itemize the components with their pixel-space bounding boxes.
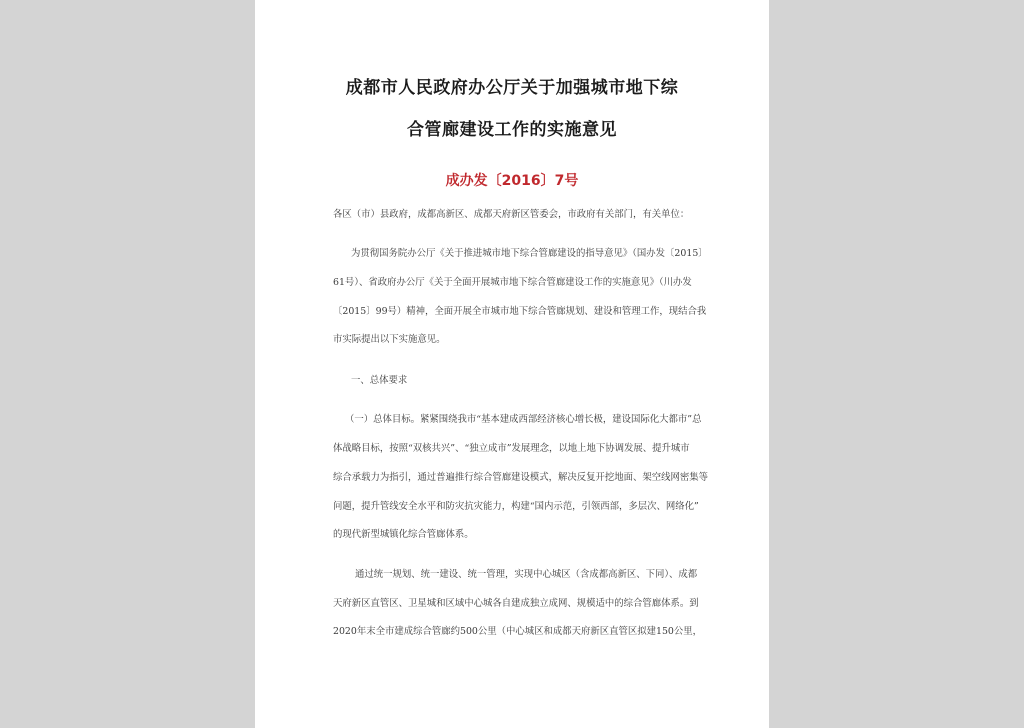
document-number: 成办发〔2016〕7号 [445, 173, 579, 189]
paragraph-line: 天府新区直管区、卫星城和区域中心城各自建成独立成网、规模适中的综合管廊体系。到 [333, 598, 699, 609]
paragraph-line: 体战略目标，按照“双核共兴”、“独立成市”发展理念，以地上地下协调发展、提升城市 [333, 443, 690, 454]
document-title-line-2: 合管廊建设工作的实施意见 [407, 120, 617, 140]
paragraph-line: 通过统一规划、统一建设、统一管理，实现中心城区（含成都高新区、下同）、成都 [355, 569, 698, 580]
paragraph-line: 问题，提升管线安全水平和防灾抗灾能力，构建“国内示范，引领西部，多层次、网络化” [333, 501, 699, 512]
paragraph-line: 2020年末全市建成综合管廊约500公里（中心城区和成都天府新区直管区拟建150公里， [333, 626, 703, 637]
paragraph-line: （一）总体目标。紧紧围绕我市“基本建成西部经济核心增长极，建设国际化大都市”总 [345, 414, 702, 425]
paragraph-line: 综合承载力为指引，通过普遍推行综合管廊建设模式，解决反复开挖地面、架空线网密集等 [333, 472, 709, 483]
paragraph-line: 〔2015〕99号）精神，全面开展全市城市地下综合管廊规划、建设和管理工作，现结合我 [333, 306, 707, 317]
paragraph-line: 的现代新型城镇化综合管廊体系。 [333, 529, 474, 540]
addressee-line: 各区（市）县政府，成都高新区、成都天府新区管委会，市政府有关部门，有关单位： [333, 209, 690, 220]
document-page [255, 0, 769, 728]
section-heading: 一、总体要求 [351, 375, 408, 386]
paragraph-line: 为贯彻国务院办公厅《关于推进城市地下综合管廊建设的指导意见》（国办发〔2015〕 [351, 248, 708, 259]
paragraph-line: 市实际提出以下实施意见。 [333, 334, 446, 345]
document-title-line-1: 成都市人民政府办公厅关于加强城市地下综 [345, 78, 679, 98]
paragraph-line: 61号）、省政府办公厅《关于全面开展城市地下综合管廊建设工作的实施意见》（川办发 [333, 277, 692, 288]
